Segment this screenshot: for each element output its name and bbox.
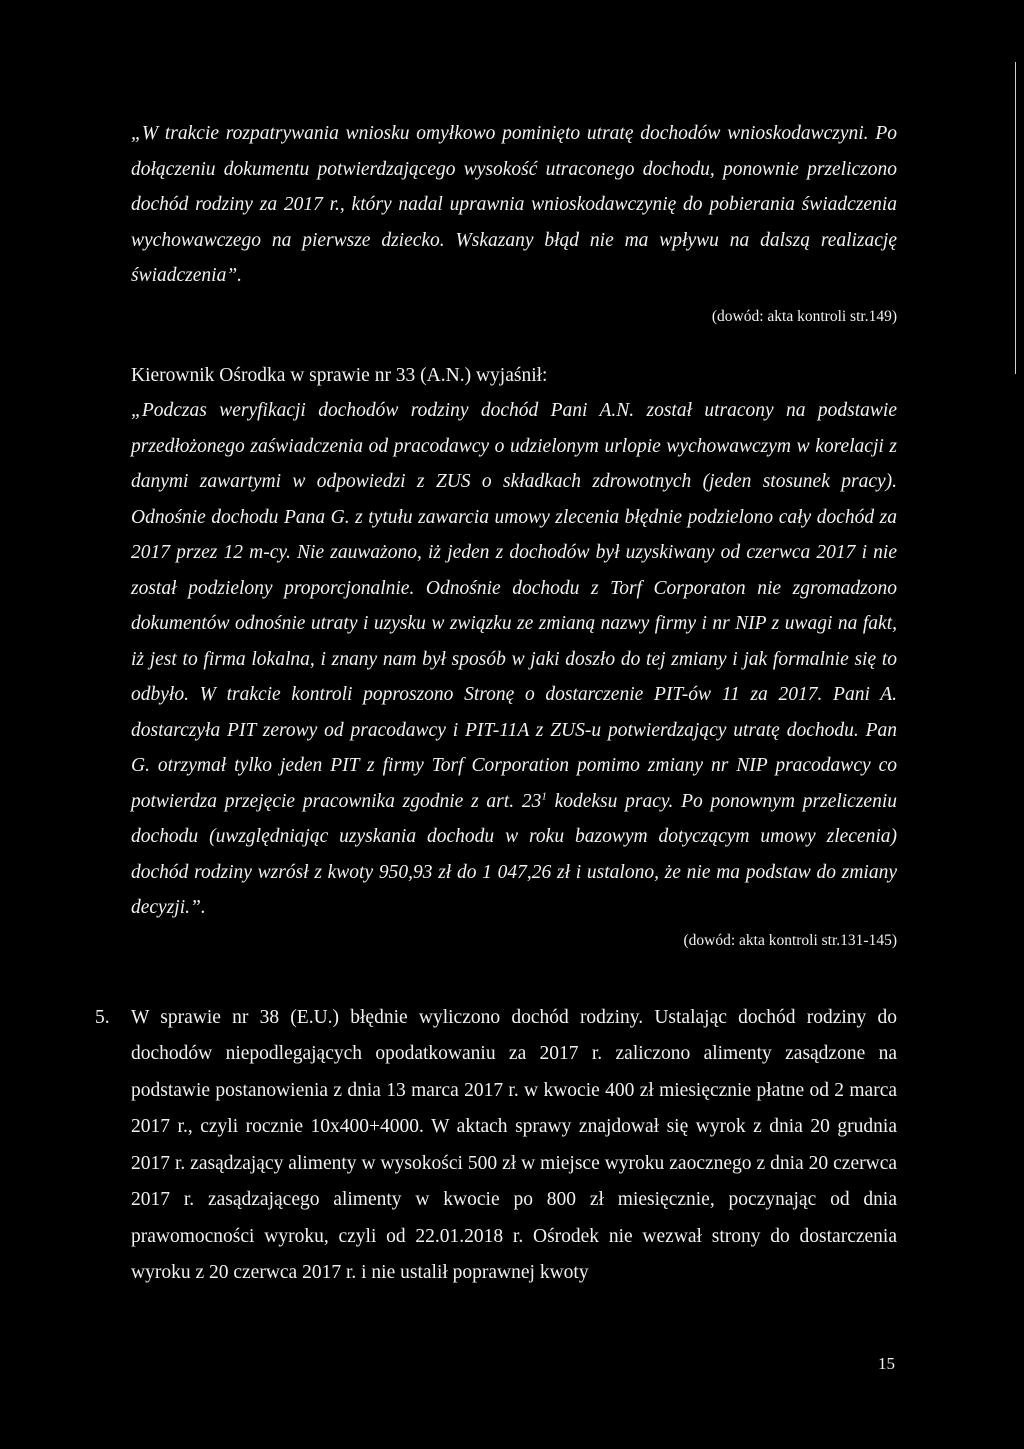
finding-item-5	[95, 1000, 897, 1292]
evidence-reference-1: (dowód: akta kontroli str.149)	[711, 307, 897, 325]
director-intro: Kierownik Ośrodka w sprawie nr 33 (A.N.) wyjaśnił:	[131, 364, 548, 386]
quote-1-text: „W trakcie rozpatrywania wniosku omyłkowo pominięto utratę dochodów wnioskodawczyni. Po dołączeniu dokumentu potwierdzającego wysokość utraconego dochodu, ponownie przeliczono dochód rodziny za 2017 r., który nadal uprawnia wnioskodawczynię do pobierania świadczenia wychowawczego na pierwsze dziecko. Wskazany błąd nie ma wpływu na dalszą realizację świadczenia”.	[131, 123, 897, 286]
scan-edge-line	[1015, 62, 1016, 374]
document-page	[95, 116, 897, 1292]
item-number: 5.	[95, 1006, 110, 1028]
quote-2-text	[131, 393, 897, 926]
quote-explanation-2	[131, 393, 897, 926]
item-5-text: W sprawie nr 38 (E.U.) błędnie wyliczono dochód rodziny. Ustalając dochód rodziny do dochodów niepodlegających opodatkowaniu za 2017 r. zaliczono alimenty zasądzone na podstawie postanowienia z dnia 13 marca 2017 r. w kwocie 400 zł miesięcznie płatne od 2 marca 2017 r., czyli rocznie 10x400+4000. W aktach sprawy znajdował się wyrok z dnia 20 grudnia 2017 r. zasądzający alimenty w wysokości 500 zł w miejsce wyroku zaocznego z dnia 20 czerwca 2017 r. zasądzającego alimenty w kwocie po 800 zł miesięcznie, poczynając od dnia prawomocności wyroku, czyli od 22.01.2018 r. Ośrodek nie wezwał strony do dostarczenia wyroku z 20 czerwca 2017 r. i nie ustalił poprawnej kwoty	[131, 1006, 897, 1283]
page-number: 15	[878, 1354, 895, 1373]
evidence-reference-2: (dowód: akta kontroli str.131-145)	[683, 931, 897, 949]
article-superscript: 1	[541, 790, 547, 802]
quote-explanation-1	[131, 116, 897, 294]
quote-2-part-2: kodeksu pracy. Po ponownym przeliczeniu dochodu (uwzględniając uzyskania dochodu w roku bazowym dotyczącym umowy zlecenia) dochód rodziny wzrósł z kwoty 950,93 zł do 1 047,26 zł i ustalono, że nie ma podstaw do zmiany decyzji.”.	[131, 790, 897, 918]
quote-2-part-1: „Podczas weryfikacji dochodów rodziny dochód Pani A.N. został utracony na podstawie przedłożonego zaświadczenia od pracodawcy o udzielonym urlopie wychowawczym w korelacji z danymi zawartymi w odpowiedzi z ZUS o składkach zdrowotnych (jeden stosunek pracy). Odnośnie dochodu Pana G. z tytułu zawarcia umowy zlecenia błędnie podzielono cały dochód za 2017 przez 12 m-cy. Nie zauważono, iż jeden z dochodów był uzyskiwany od czerwca 2017 i nie został podzielony proporcjonalnie. Odnośnie dochodu z Torf Corporaton nie zgromadzono dokumentów odnośnie utraty i uzysku w związku ze zmianą nazwy firmy i nr NIP z uwagi na fakt, iż jest to firma lokalna, i znany nam był sposób w jaki doszło do tej zmiany i jak formalnie się to odbyło. W trakcie kontroli poproszono Stronę o dostarczenie PIT-ów 11 za 2017. Pani A. dostarczyła PIT zerowy od pracodawcy i PIT-11A z ZUS-u potwierdzający utratę dochodu. Pan G. otrzymał tylko jeden PIT z firmy Torf Corporation pomimo zmiany nr NIP pracodawcy co potwierdza przejęcie pracownika zgodnie z art. 23	[131, 400, 897, 812]
